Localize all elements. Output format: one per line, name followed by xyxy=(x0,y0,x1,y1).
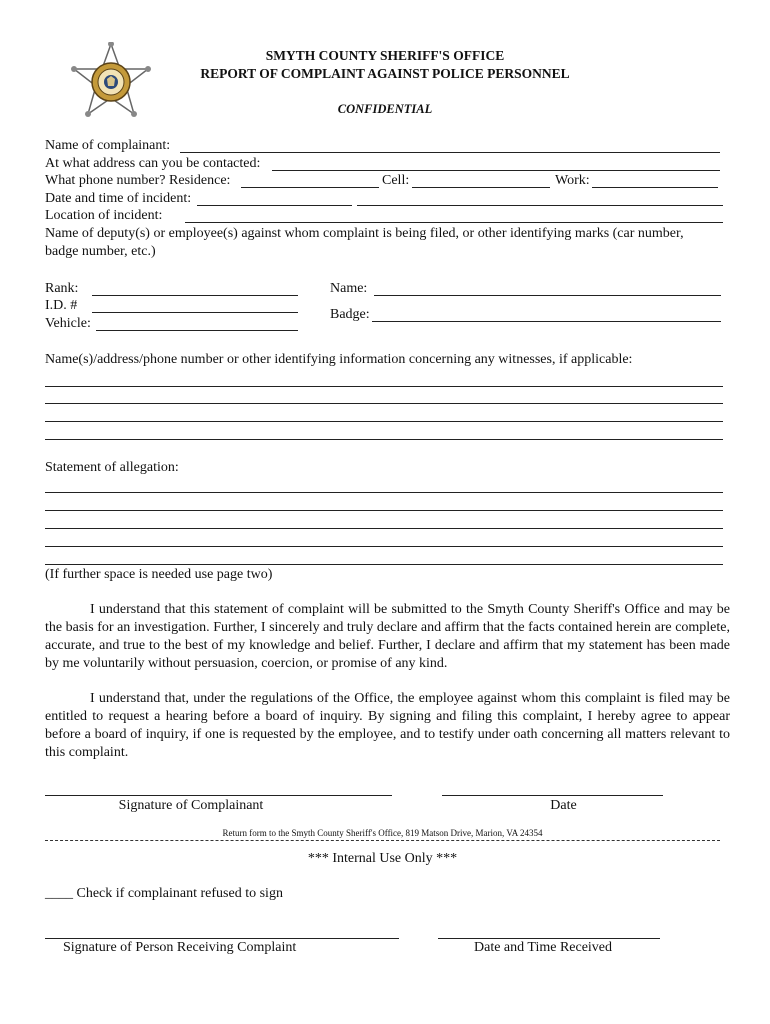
witness-line-1[interactable] xyxy=(45,386,723,387)
complainant-name-label: Name of complainant: xyxy=(45,138,171,153)
signature-date-field[interactable] xyxy=(442,795,663,796)
complainant-signature-label: Signature of Complainant xyxy=(118,798,264,813)
statement-line-1[interactable] xyxy=(45,492,723,493)
badge-field[interactable] xyxy=(372,321,721,322)
incident-date-field[interactable] xyxy=(197,205,352,206)
declaration-paragraph xyxy=(45,601,730,673)
statement-line-5[interactable] xyxy=(45,564,723,565)
deputy-label-line2: badge number, etc.) xyxy=(45,244,156,259)
deputy-name-label: Name: xyxy=(330,281,368,296)
form-title: REPORT OF COMPLAINT AGAINST POLICE PERSONNEL xyxy=(200,66,570,81)
incident-time-field[interactable] xyxy=(357,205,723,206)
statement-label: Statement of allegation: xyxy=(45,460,179,475)
hearing-text: I understand that, under the regulations of the Office, the employee against whom this complaint is filed may be entitled to request a hearing before a board of inquiry. By signing and filing this complaint, I hereby agree to appear before a board of inquiry, if one is requested by the employee, and to testify under oath concerning all matters relevant to this complaint. xyxy=(45,691,730,760)
return-address-note xyxy=(45,828,720,839)
refused-to-sign-checkbox[interactable]: ____ Check if complainant refused to sign xyxy=(45,886,283,901)
office-title: SMYTH COUNTY SHERIFF'S OFFICE xyxy=(265,48,505,63)
receiver-signature-field[interactable] xyxy=(45,938,399,939)
rank-label: Rank: xyxy=(45,281,79,296)
confidential-label: CONFIDENTIAL xyxy=(337,102,433,116)
vehicle-label: Vehicle: xyxy=(45,316,91,331)
phone-cell-field[interactable] xyxy=(412,187,550,188)
received-datetime-field[interactable] xyxy=(438,938,660,939)
phone-work-label: Work: xyxy=(555,173,590,188)
statement-line-4[interactable] xyxy=(45,546,723,547)
witness-line-2[interactable] xyxy=(45,403,723,404)
phone-work-field[interactable] xyxy=(592,187,718,188)
vehicle-field[interactable] xyxy=(96,330,298,331)
statement-line-3[interactable] xyxy=(45,528,723,529)
id-field[interactable] xyxy=(92,312,298,313)
witness-line-3[interactable] xyxy=(45,421,723,422)
statement-note: (If further space is needed use page two) xyxy=(45,567,273,582)
signature-date-label: Date xyxy=(550,798,577,813)
badge-label: Badge: xyxy=(330,307,370,322)
statement-line-2[interactable] xyxy=(45,510,723,511)
incident-datetime-label: Date and time of incident: xyxy=(45,191,192,206)
id-label: I.D. # xyxy=(45,298,78,313)
location-field[interactable] xyxy=(185,222,723,223)
internal-use-title: *** Internal Use Only *** xyxy=(307,851,458,866)
phone-cell-label: Cell: xyxy=(382,173,410,188)
deputy-label-line1: Name of deputy(s) or employee(s) against whom complaint is being filed, or other identifying marks (car number, xyxy=(45,226,684,241)
deputy-name-field[interactable] xyxy=(374,295,721,296)
received-datetime-label: Date and Time Received xyxy=(474,940,613,955)
phone-residence-label: What phone number? Residence: xyxy=(45,173,231,188)
cut-line xyxy=(45,840,720,841)
address-field[interactable] xyxy=(272,170,720,171)
complainant-name-field[interactable] xyxy=(180,152,720,153)
receiver-signature-label: Signature of Person Receiving Complaint xyxy=(63,940,297,955)
rank-field[interactable] xyxy=(92,295,298,296)
witness-line-4[interactable] xyxy=(45,439,723,440)
address-label: At what address can you be contacted: xyxy=(45,156,261,171)
declaration-text: I understand that this statement of complaint will be submitted to the Smyth County Sheriff's Office and may be the basis for an investigation. Further, I sincerely and truly declare and affirm that the facts contained herein are complete, accurate, and true to the best of my knowledge and belief. Further, I declare and affirm that my statement has been made by me voluntarily without persuasion, coercion, or promise of any kind. xyxy=(45,602,730,671)
location-label: Location of incident: xyxy=(45,208,163,223)
sheriff-star-seal xyxy=(70,42,152,122)
complainant-signature-field[interactable] xyxy=(45,795,392,796)
hearing-paragraph xyxy=(45,690,730,762)
phone-residence-field[interactable] xyxy=(241,187,379,188)
witnesses-label: Name(s)/address/phone number or other identifying information concerning any witnesses, if applicable: xyxy=(45,352,633,367)
return-address-text: Return form to the Smyth County Sheriff's Office, 819 Matson Drive, Marion, VA 24354 xyxy=(222,828,543,838)
